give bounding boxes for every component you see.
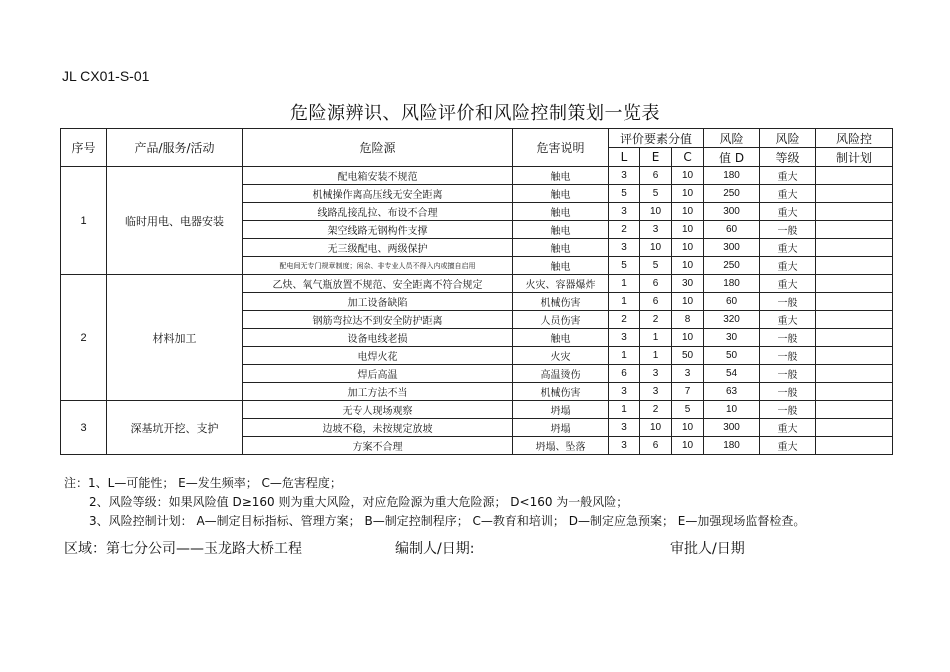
header-risk-plan-1: 风险控 xyxy=(816,129,893,148)
plan-cell xyxy=(816,437,893,455)
plan-cell xyxy=(816,203,893,221)
group-activity: 临时用电、电器安装 xyxy=(107,167,243,275)
harm-cell: 火灾 xyxy=(513,347,609,365)
e-cell: 3 xyxy=(640,383,672,401)
e-cell: 1 xyxy=(640,329,672,347)
header-eval: 评价要素分值 xyxy=(609,129,704,148)
group-seq: 1 xyxy=(61,167,107,275)
header-risk-plan-2: 制计划 xyxy=(816,148,893,167)
risk-table xyxy=(60,128,893,455)
c-cell: 3 xyxy=(672,365,704,383)
level-cell: 一般 xyxy=(760,365,816,383)
group-seq: 2 xyxy=(61,275,107,401)
plan-cell xyxy=(816,293,893,311)
hazard-cell: 设备电线老损 xyxy=(243,329,513,347)
group-activity: 材料加工 xyxy=(107,275,243,401)
notes xyxy=(64,474,805,531)
hazard-cell: 方案不合理 xyxy=(243,437,513,455)
note-3: 3、风险控制计划： A—制定目标指标、管理方案； B—制定控制程序； C—教育和培训； D—制定应急预案； E—加强现场监督检查。 xyxy=(89,514,806,528)
header-risk-value-2: 值 D xyxy=(704,148,760,167)
harm-cell: 高温烫伤 xyxy=(513,365,609,383)
harm-cell: 触电 xyxy=(513,185,609,203)
harm-cell: 机械伤害 xyxy=(513,383,609,401)
harm-cell: 人员伤害 xyxy=(513,311,609,329)
harm-cell: 触电 xyxy=(513,239,609,257)
level-cell: 一般 xyxy=(760,293,816,311)
d-cell: 50 xyxy=(704,347,760,365)
hazard-cell: 无专人现场观察 xyxy=(243,401,513,419)
table-row xyxy=(61,401,893,419)
hazard-cell: 乙炔、氧气瓶放置不规范、安全距离不符合规定 xyxy=(243,275,513,293)
plan-cell xyxy=(816,383,893,401)
level-cell: 重大 xyxy=(760,239,816,257)
level-cell: 重大 xyxy=(760,437,816,455)
e-cell: 3 xyxy=(640,365,672,383)
harm-cell: 触电 xyxy=(513,257,609,275)
d-cell: 30 xyxy=(704,329,760,347)
e-cell: 5 xyxy=(640,185,672,203)
plan-cell xyxy=(816,347,893,365)
header-activity: 产品/服务/活动 xyxy=(107,129,243,167)
header-risk-value-1: 风险 xyxy=(704,129,760,148)
hazard-cell: 架空线路无钢构件支撑 xyxy=(243,221,513,239)
table-row xyxy=(61,167,893,185)
level-cell: 重大 xyxy=(760,419,816,437)
hazard-cell: 边坡不稳，未按规定放坡 xyxy=(243,419,513,437)
hazard-cell: 线路乱接乱拉、布设不合理 xyxy=(243,203,513,221)
hazard-cell: 机械操作离高压线无安全距离 xyxy=(243,185,513,203)
e-cell: 6 xyxy=(640,437,672,455)
level-cell: 重大 xyxy=(760,275,816,293)
d-cell: 54 xyxy=(704,365,760,383)
l-cell: 1 xyxy=(609,293,640,311)
l-cell: 2 xyxy=(609,311,640,329)
l-cell: 3 xyxy=(609,239,640,257)
l-cell: 3 xyxy=(609,167,640,185)
level-cell: 重大 xyxy=(760,311,816,329)
e-cell: 6 xyxy=(640,167,672,185)
e-cell: 2 xyxy=(640,311,672,329)
hazard-cell: 配电箱安装不规范 xyxy=(243,167,513,185)
c-cell: 10 xyxy=(672,167,704,185)
l-cell: 3 xyxy=(609,383,640,401)
level-cell: 重大 xyxy=(760,185,816,203)
c-cell: 50 xyxy=(672,347,704,365)
plan-cell xyxy=(816,365,893,383)
plan-cell xyxy=(816,239,893,257)
header-c: C xyxy=(672,148,704,167)
level-cell: 一般 xyxy=(760,347,816,365)
plan-cell xyxy=(816,257,893,275)
harm-cell: 触电 xyxy=(513,221,609,239)
plan-cell xyxy=(816,167,893,185)
hazard-cell: 配电间无专门规章制度；闲杂、非专业人员不得入内或擅自启用 xyxy=(243,257,513,275)
footer-compiler: 编制人/日期: xyxy=(395,541,475,557)
e-cell: 1 xyxy=(640,347,672,365)
d-cell: 320 xyxy=(704,311,760,329)
header-l: L xyxy=(609,148,640,167)
l-cell: 2 xyxy=(609,221,640,239)
hazard-cell: 焊后高温 xyxy=(243,365,513,383)
level-cell: 一般 xyxy=(760,401,816,419)
header-harm: 危害说明 xyxy=(513,129,609,167)
level-cell: 一般 xyxy=(760,221,816,239)
plan-cell xyxy=(816,221,893,239)
risk-table-body xyxy=(61,167,893,455)
footer-approver: 审批人/日期 xyxy=(670,541,745,557)
plan-cell xyxy=(816,275,893,293)
plan-cell xyxy=(816,185,893,203)
harm-cell: 坍塌 xyxy=(513,401,609,419)
l-cell: 5 xyxy=(609,185,640,203)
level-cell: 重大 xyxy=(760,257,816,275)
l-cell: 1 xyxy=(609,275,640,293)
c-cell: 10 xyxy=(672,185,704,203)
c-cell: 10 xyxy=(672,239,704,257)
header-risk-level-1: 风险 xyxy=(760,129,816,148)
c-cell: 8 xyxy=(672,311,704,329)
plan-cell xyxy=(816,419,893,437)
c-cell: 10 xyxy=(672,329,704,347)
level-cell: 一般 xyxy=(760,383,816,401)
c-cell: 10 xyxy=(672,221,704,239)
header-hazard: 危险源 xyxy=(243,129,513,167)
e-cell: 6 xyxy=(640,293,672,311)
hazard-cell: 电焊火花 xyxy=(243,347,513,365)
c-cell: 10 xyxy=(672,419,704,437)
c-cell: 30 xyxy=(672,275,704,293)
l-cell: 1 xyxy=(609,401,640,419)
table-row xyxy=(61,275,893,293)
level-cell: 一般 xyxy=(760,329,816,347)
d-cell: 250 xyxy=(704,257,760,275)
header-e: E xyxy=(640,148,672,167)
footer-region: 区域：第七分公司——玉龙路大桥工程 xyxy=(64,541,302,557)
harm-cell: 触电 xyxy=(513,329,609,347)
page-title: 危险源辨识、风险评价和风险控制策划一览表 xyxy=(290,103,660,124)
c-cell: 5 xyxy=(672,401,704,419)
c-cell: 10 xyxy=(672,203,704,221)
level-cell: 重大 xyxy=(760,203,816,221)
harm-cell: 触电 xyxy=(513,203,609,221)
document-code: JL CX01-S-01 xyxy=(62,68,150,84)
c-cell: 10 xyxy=(672,293,704,311)
d-cell: 250 xyxy=(704,185,760,203)
d-cell: 60 xyxy=(704,293,760,311)
l-cell: 3 xyxy=(609,419,640,437)
c-cell: 7 xyxy=(672,383,704,401)
group-seq: 3 xyxy=(61,401,107,455)
harm-cell: 火灾、容器爆炸 xyxy=(513,275,609,293)
level-cell: 重大 xyxy=(760,167,816,185)
l-cell: 3 xyxy=(609,437,640,455)
header-risk-level-2: 等级 xyxy=(760,148,816,167)
e-cell: 6 xyxy=(640,275,672,293)
d-cell: 63 xyxy=(704,383,760,401)
note-1: 注：1、L—可能性； E—发生频率； C—危害程度； xyxy=(64,476,342,490)
plan-cell xyxy=(816,311,893,329)
e-cell: 10 xyxy=(640,203,672,221)
l-cell: 1 xyxy=(609,347,640,365)
d-cell: 300 xyxy=(704,239,760,257)
hazard-cell: 加工方法不当 xyxy=(243,383,513,401)
e-cell: 10 xyxy=(640,419,672,437)
group-activity: 深基坑开挖、支护 xyxy=(107,401,243,455)
harm-cell: 触电 xyxy=(513,167,609,185)
d-cell: 10 xyxy=(704,401,760,419)
l-cell: 3 xyxy=(609,203,640,221)
hazard-cell: 无三级配电、两级保护 xyxy=(243,239,513,257)
l-cell: 3 xyxy=(609,329,640,347)
e-cell: 2 xyxy=(640,401,672,419)
l-cell: 5 xyxy=(609,257,640,275)
d-cell: 180 xyxy=(704,275,760,293)
plan-cell xyxy=(816,329,893,347)
d-cell: 300 xyxy=(704,203,760,221)
e-cell: 3 xyxy=(640,221,672,239)
hazard-cell: 加工设备缺陷 xyxy=(243,293,513,311)
harm-cell: 坍塌、坠落 xyxy=(513,437,609,455)
d-cell: 180 xyxy=(704,437,760,455)
plan-cell xyxy=(816,401,893,419)
d-cell: 60 xyxy=(704,221,760,239)
d-cell: 180 xyxy=(704,167,760,185)
e-cell: 5 xyxy=(640,257,672,275)
hazard-cell: 钢筋弯拉达不到安全防护距离 xyxy=(243,311,513,329)
d-cell: 300 xyxy=(704,419,760,437)
harm-cell: 机械伤害 xyxy=(513,293,609,311)
note-2: 2、风险等级：如果风险值 D≥160 则为重大风险，对应危险源为重大危险源； D<160 为一般风险； xyxy=(89,495,629,509)
harm-cell: 坍塌 xyxy=(513,419,609,437)
header-seq: 序号 xyxy=(61,129,107,167)
e-cell: 10 xyxy=(640,239,672,257)
c-cell: 10 xyxy=(672,257,704,275)
l-cell: 6 xyxy=(609,365,640,383)
c-cell: 10 xyxy=(672,437,704,455)
